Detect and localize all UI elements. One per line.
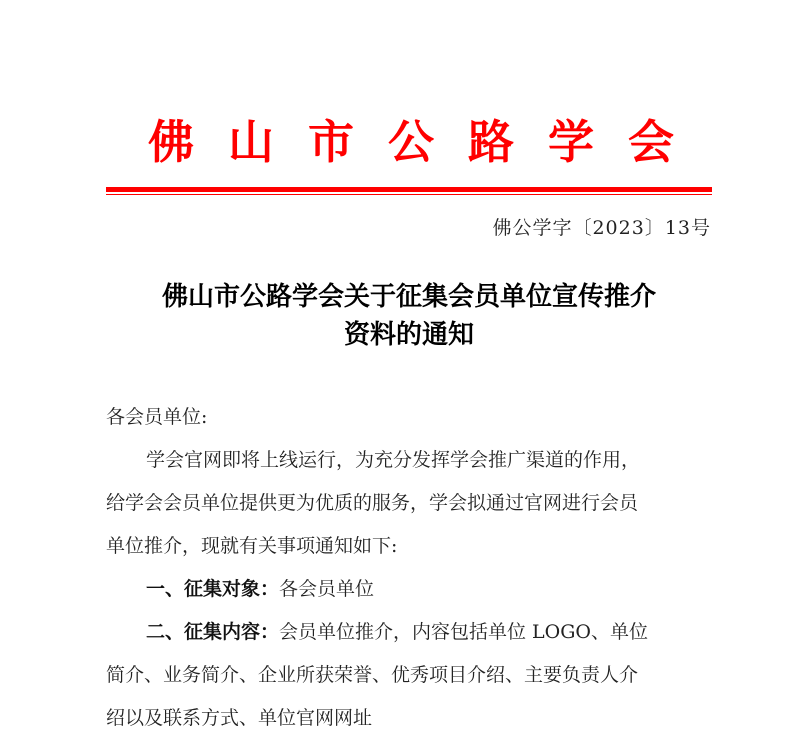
- masthead-char: 佛: [148, 115, 194, 169]
- item-1-text: 各会员单位: [279, 578, 375, 600]
- title-line-1: 佛山市公路学会关于征集会员单位宣传推介: [161, 282, 656, 312]
- item-1: [106, 568, 712, 611]
- item-2-line-3: 绍以及联系方式、单位官网网址: [106, 707, 373, 729]
- intro-line-1: 学会官网即将上线运行，为充分发挥学会推广渠道的作用，: [146, 449, 641, 471]
- item-2-line-2: 简介、业务简介、企业所获荣誉、优秀项目介绍、主要负责人介: [106, 664, 639, 686]
- intro-line-2: 给学会会员单位提供更为优质的服务，学会拟通过官网进行会员: [106, 492, 639, 514]
- salutation: 各会员单位:: [106, 406, 208, 428]
- item-2-label: 二、征集内容：: [146, 621, 280, 643]
- item-2: [106, 611, 712, 654]
- red-divider-thick: [106, 187, 712, 192]
- masthead-char: 会: [628, 115, 674, 169]
- item-2-text: 会员单位推介，内容包括单位 LOGO、单位: [279, 621, 649, 643]
- masthead-char: 学: [548, 115, 594, 169]
- intro-line-3: 单位推介，现就有关事项通知如下:: [106, 535, 398, 557]
- masthead-char: 市: [308, 115, 354, 169]
- masthead-char: 山: [228, 115, 274, 169]
- red-divider-thin: [106, 194, 712, 195]
- masthead-char: 公: [388, 115, 434, 169]
- title-line-2: 资料的通知: [343, 320, 474, 350]
- masthead-char: 路: [468, 115, 514, 169]
- masthead-title: [106, 113, 712, 171]
- notice-title: [106, 278, 712, 354]
- document-number: 佛公学字〔2023〕13号: [492, 217, 711, 239]
- item-1-label: 一、征集对象：: [146, 578, 280, 600]
- notice-body: [106, 396, 712, 740]
